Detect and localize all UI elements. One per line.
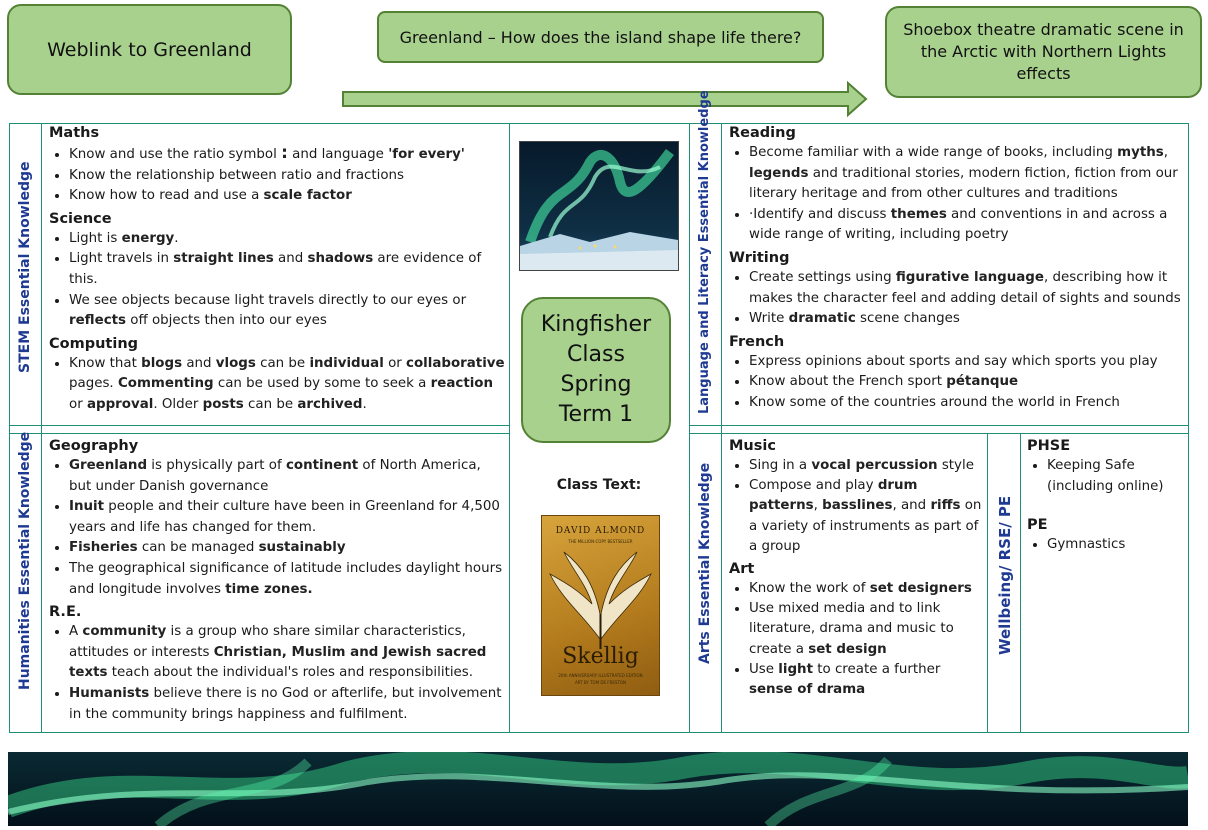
list-item: • Inuit people and their culture have been in Greenland for 4,500 years and life has changed for them. (69, 497, 505, 538)
aurora-photo (519, 141, 679, 271)
list-item: • Compose and play drum patterns, basslines, and riffs on a variety of instruments as part of a group (749, 476, 983, 557)
maths-heading: Maths (49, 125, 100, 141)
weblink-label: Weblink to Greenland (47, 38, 252, 61)
list-item: • Become familiar with a wide range of books, including myths, legends and traditional stories, modern fiction, fiction from our literary heritage and from other cultures and traditions (749, 143, 1185, 205)
theatre-box (885, 6, 1202, 98)
book-cover (541, 515, 660, 696)
geography-list (49, 456, 505, 600)
list-item: • Sing in a vocal percussion style (749, 456, 983, 476)
book-title: Skellig (562, 644, 639, 669)
list-item: • Keeping Safe (including online) (1047, 456, 1185, 497)
class-title-box (521, 297, 671, 443)
theatre-text: Shoebox theatre dramatic scene in the Arctic with Northern Lights effects (903, 20, 1184, 83)
list-item: • Light is energy. (69, 229, 505, 250)
list-item: • ·Identify and discuss themes and conventions in and across a wide range of writing, including poetry (749, 205, 1185, 246)
list-item: • Know the work of set designers (749, 579, 983, 599)
list-item: • Create settings using figurative language, describing how it makes the character feel and adding detail of sights and sounds (749, 268, 1185, 309)
maths-list (49, 143, 505, 207)
re-list (49, 622, 505, 725)
list-item: • The geographical significance of latitude includes daylight hours and longitude involves time zones. (69, 559, 505, 600)
big-question-box (377, 11, 824, 63)
arts-section (729, 436, 983, 702)
book-tagline: THE MILLION-COPY BESTSELLER (568, 539, 633, 544)
class-line: Spring (560, 372, 632, 397)
list-item: • We see objects because light travels directly to our eyes or reflects off objects then into our eyes (69, 291, 505, 332)
list-item: • Know how to read and use a scale factor (69, 186, 505, 207)
book-art-credit: ART BY TOM DE FRESTON (574, 680, 627, 685)
list-item: • Express opinions about sports and say which sports you play (749, 352, 1185, 373)
pe-heading: PE (1027, 517, 1048, 534)
language-section (729, 123, 1185, 416)
class-text-label: Class Text: (556, 477, 642, 493)
list-item: • Know that blogs and vlogs can be individual or collaborative pages. Commenting can be used by some to seek a reaction or approval. Older posts can be archived. (69, 354, 505, 416)
aurora-banner-image (8, 752, 1188, 826)
wellbeing-label: Wellbeing/ RSE/ PE (996, 495, 1014, 655)
book-author: DAVID ALMOND (555, 526, 646, 536)
science-heading: Science (49, 210, 112, 227)
list-item: • Greenland is physically part of continent of North America, but under Danish governance (69, 456, 505, 497)
language-label: Language and Literacy Essential Knowledge (697, 90, 712, 414)
class-line: Class (567, 342, 625, 367)
humanities-section (49, 436, 505, 727)
computing-heading: Computing (49, 335, 139, 352)
weblink-button[interactable] (7, 4, 292, 95)
reading-list (729, 143, 1185, 246)
list-item: • A community is a group who share similar characteristics, attitudes or interests Christian, Muslim and Jewish sacred texts teach about the individual's roles and responsibilities. (69, 622, 505, 684)
book-subtitle: 20th ANNIVERSARY ILLUSTRATED EDITION (558, 673, 643, 678)
grid-divider (689, 433, 1189, 434)
art-heading: Art (729, 561, 755, 578)
writing-list (729, 268, 1185, 330)
list-item: • Gymnastics (1047, 535, 1185, 556)
computing-list (49, 354, 505, 416)
grid-divider (9, 433, 509, 434)
reading-heading: Reading (729, 125, 796, 141)
list-item: • Humanists believe there is no God or afterlife, but involvement in the community brings happiness and fulfilment. (69, 684, 505, 725)
grid-divider (987, 433, 988, 733)
list-item: • Know the relationship between ratio and fractions (69, 166, 505, 187)
class-line: Kingfisher (540, 312, 652, 337)
french-list (729, 352, 1185, 414)
grid-divider (9, 425, 509, 426)
phse-list (1027, 456, 1185, 497)
pe-list (1027, 535, 1185, 556)
music-list (729, 456, 983, 557)
grid-divider (689, 123, 690, 733)
list-item: • Use light to create a further sense of drama (749, 660, 983, 700)
big-question-text: Greenland – How does the island shape life there? (399, 27, 802, 47)
science-list (49, 229, 505, 332)
humanities-label: Humanities Essential Knowledge (17, 431, 33, 690)
list-item: • Know some of the countries around the world in French (749, 393, 1185, 414)
list-item: • Know and use the ratio symbol : and language 'for every' (69, 143, 505, 166)
grid-divider (689, 425, 1189, 426)
geography-heading: Geography (49, 438, 139, 454)
stem-label: STEM Essential Knowledge (17, 161, 33, 373)
stem-section (49, 123, 505, 418)
re-heading: R.E. (49, 604, 82, 621)
grid-divider (721, 123, 722, 733)
list-item: • Fisheries can be managed sustainably (69, 538, 505, 559)
french-heading: French (729, 333, 785, 350)
list-item: • Light travels in straight lines and shadows are evidence of this. (69, 249, 505, 290)
music-heading: Music (729, 438, 776, 454)
aurora-banner (8, 752, 1188, 826)
phse-heading: PHSE (1027, 438, 1071, 454)
arts-label: Arts Essential Knowledge (697, 462, 713, 664)
grid-divider (41, 123, 42, 733)
writing-heading: Writing (729, 249, 790, 266)
art-list (729, 579, 983, 700)
list-item: • Write dramatic scene changes (749, 309, 1185, 330)
aurora-image (520, 142, 678, 270)
grid-divider (1020, 433, 1021, 733)
list-item: • Use mixed media and to link literature, drama and music to create a set design (749, 599, 983, 660)
right-arrow-icon (340, 80, 880, 120)
grid-divider (509, 123, 510, 733)
class-line: Term 1 (558, 402, 634, 427)
wellbeing-section (1027, 436, 1185, 558)
angel-wings-icon (542, 544, 659, 654)
list-item: • Know about the French sport pétanque (749, 372, 1185, 393)
